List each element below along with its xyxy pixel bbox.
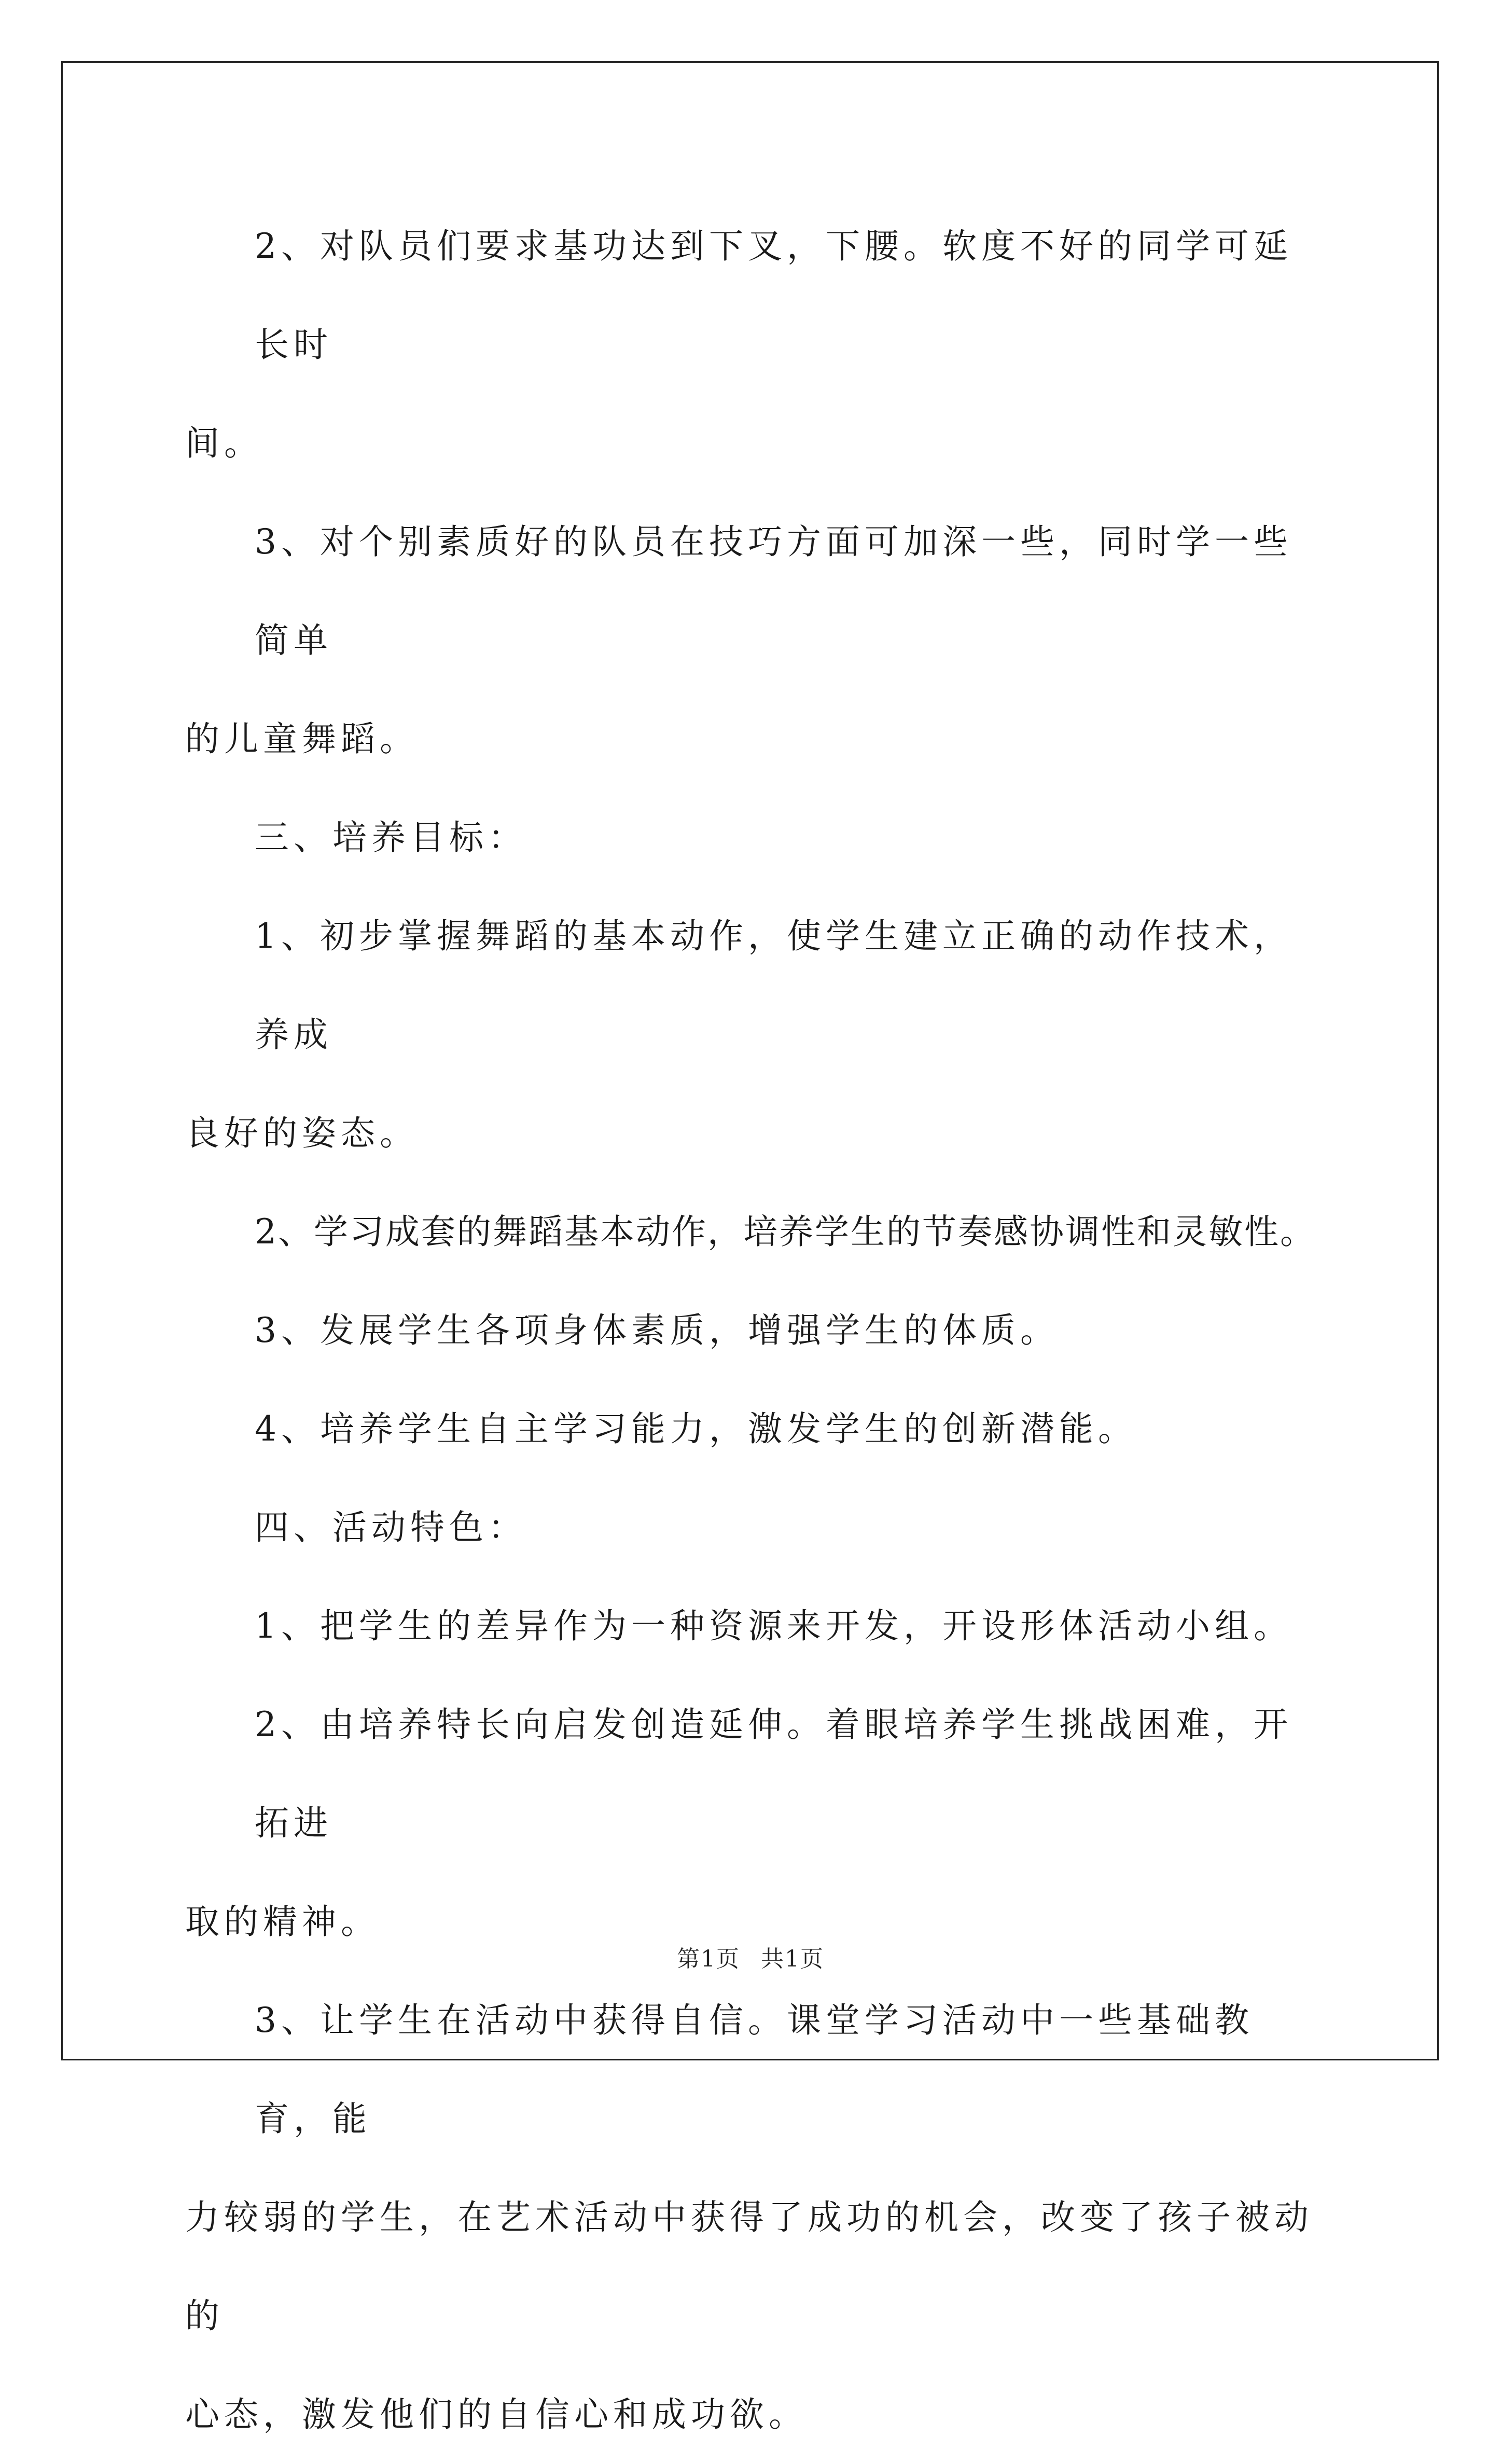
paragraph-6 [185,1380,1326,1478]
page-number: 第1页 [677,1946,740,1972]
heading-text: 四、活动特色： [255,1507,527,1547]
page-total: 共1页 [761,1946,824,1972]
paragraph-2 [185,493,1326,788]
text-line: 1、把学生的差异作为一种资源来开发，开设形体活动小组。 [255,1606,1292,1646]
text-line: 良好的姿态。 [185,1113,419,1153]
page-footer [0,1940,1501,1973]
heading-text: 三、培养目标： [255,818,527,857]
paragraph-8 [185,1676,1326,1971]
paragraph-9 [185,1971,1326,2464]
section-heading-features [185,1478,1326,1577]
text-line: 1、初步掌握舞蹈的基本动作，使学生建立正确的动作技术，养成 [255,916,1292,1055]
text-line: 心态，激发他们的自信心和成功欲。 [185,2394,808,2434]
paragraph-4 [185,1183,1326,1281]
text-line: 的儿童舞蹈。 [185,719,419,759]
paragraph-3 [185,887,1326,1183]
text-line: 3、对个别素质好的队员在技巧方面可加深一些，同时学一些简单 [255,522,1292,660]
section-heading-goals [185,788,1326,887]
text-line: 2、由培养特长向启发创造延伸。着眼培养学生挑战困难，开拓进 [255,1705,1292,1843]
paragraph-7 [185,1577,1326,1676]
paragraph-5 [185,1281,1326,1380]
text-line: 2、对队员们要求基功达到下叉，下腰。软度不好的同学可延长时 [255,226,1292,365]
text-line: 4、培养学生自主学习能力，激发学生的创新潜能。 [255,1409,1137,1449]
document-body [185,197,1326,2464]
paragraph-1 [185,197,1326,493]
text-line: 取的精神。 [185,1902,380,1942]
text-line: 力较弱的学生，在艺术活动中获得了成功的机会，改变了孩子被动的 [185,2197,1313,2336]
text-line: 间。 [185,423,263,463]
text-line: 3、让学生在活动中获得自信。课堂学习活动中一些基础教育，能 [255,2000,1254,2139]
text-line: 2、学习成套的舞蹈基本动作，培养学生的节奏感协调性和灵敏性。 [255,1212,1316,1252]
text-line: 3、发展学生各项身体素质，增强学生的体质。 [255,1310,1059,1350]
